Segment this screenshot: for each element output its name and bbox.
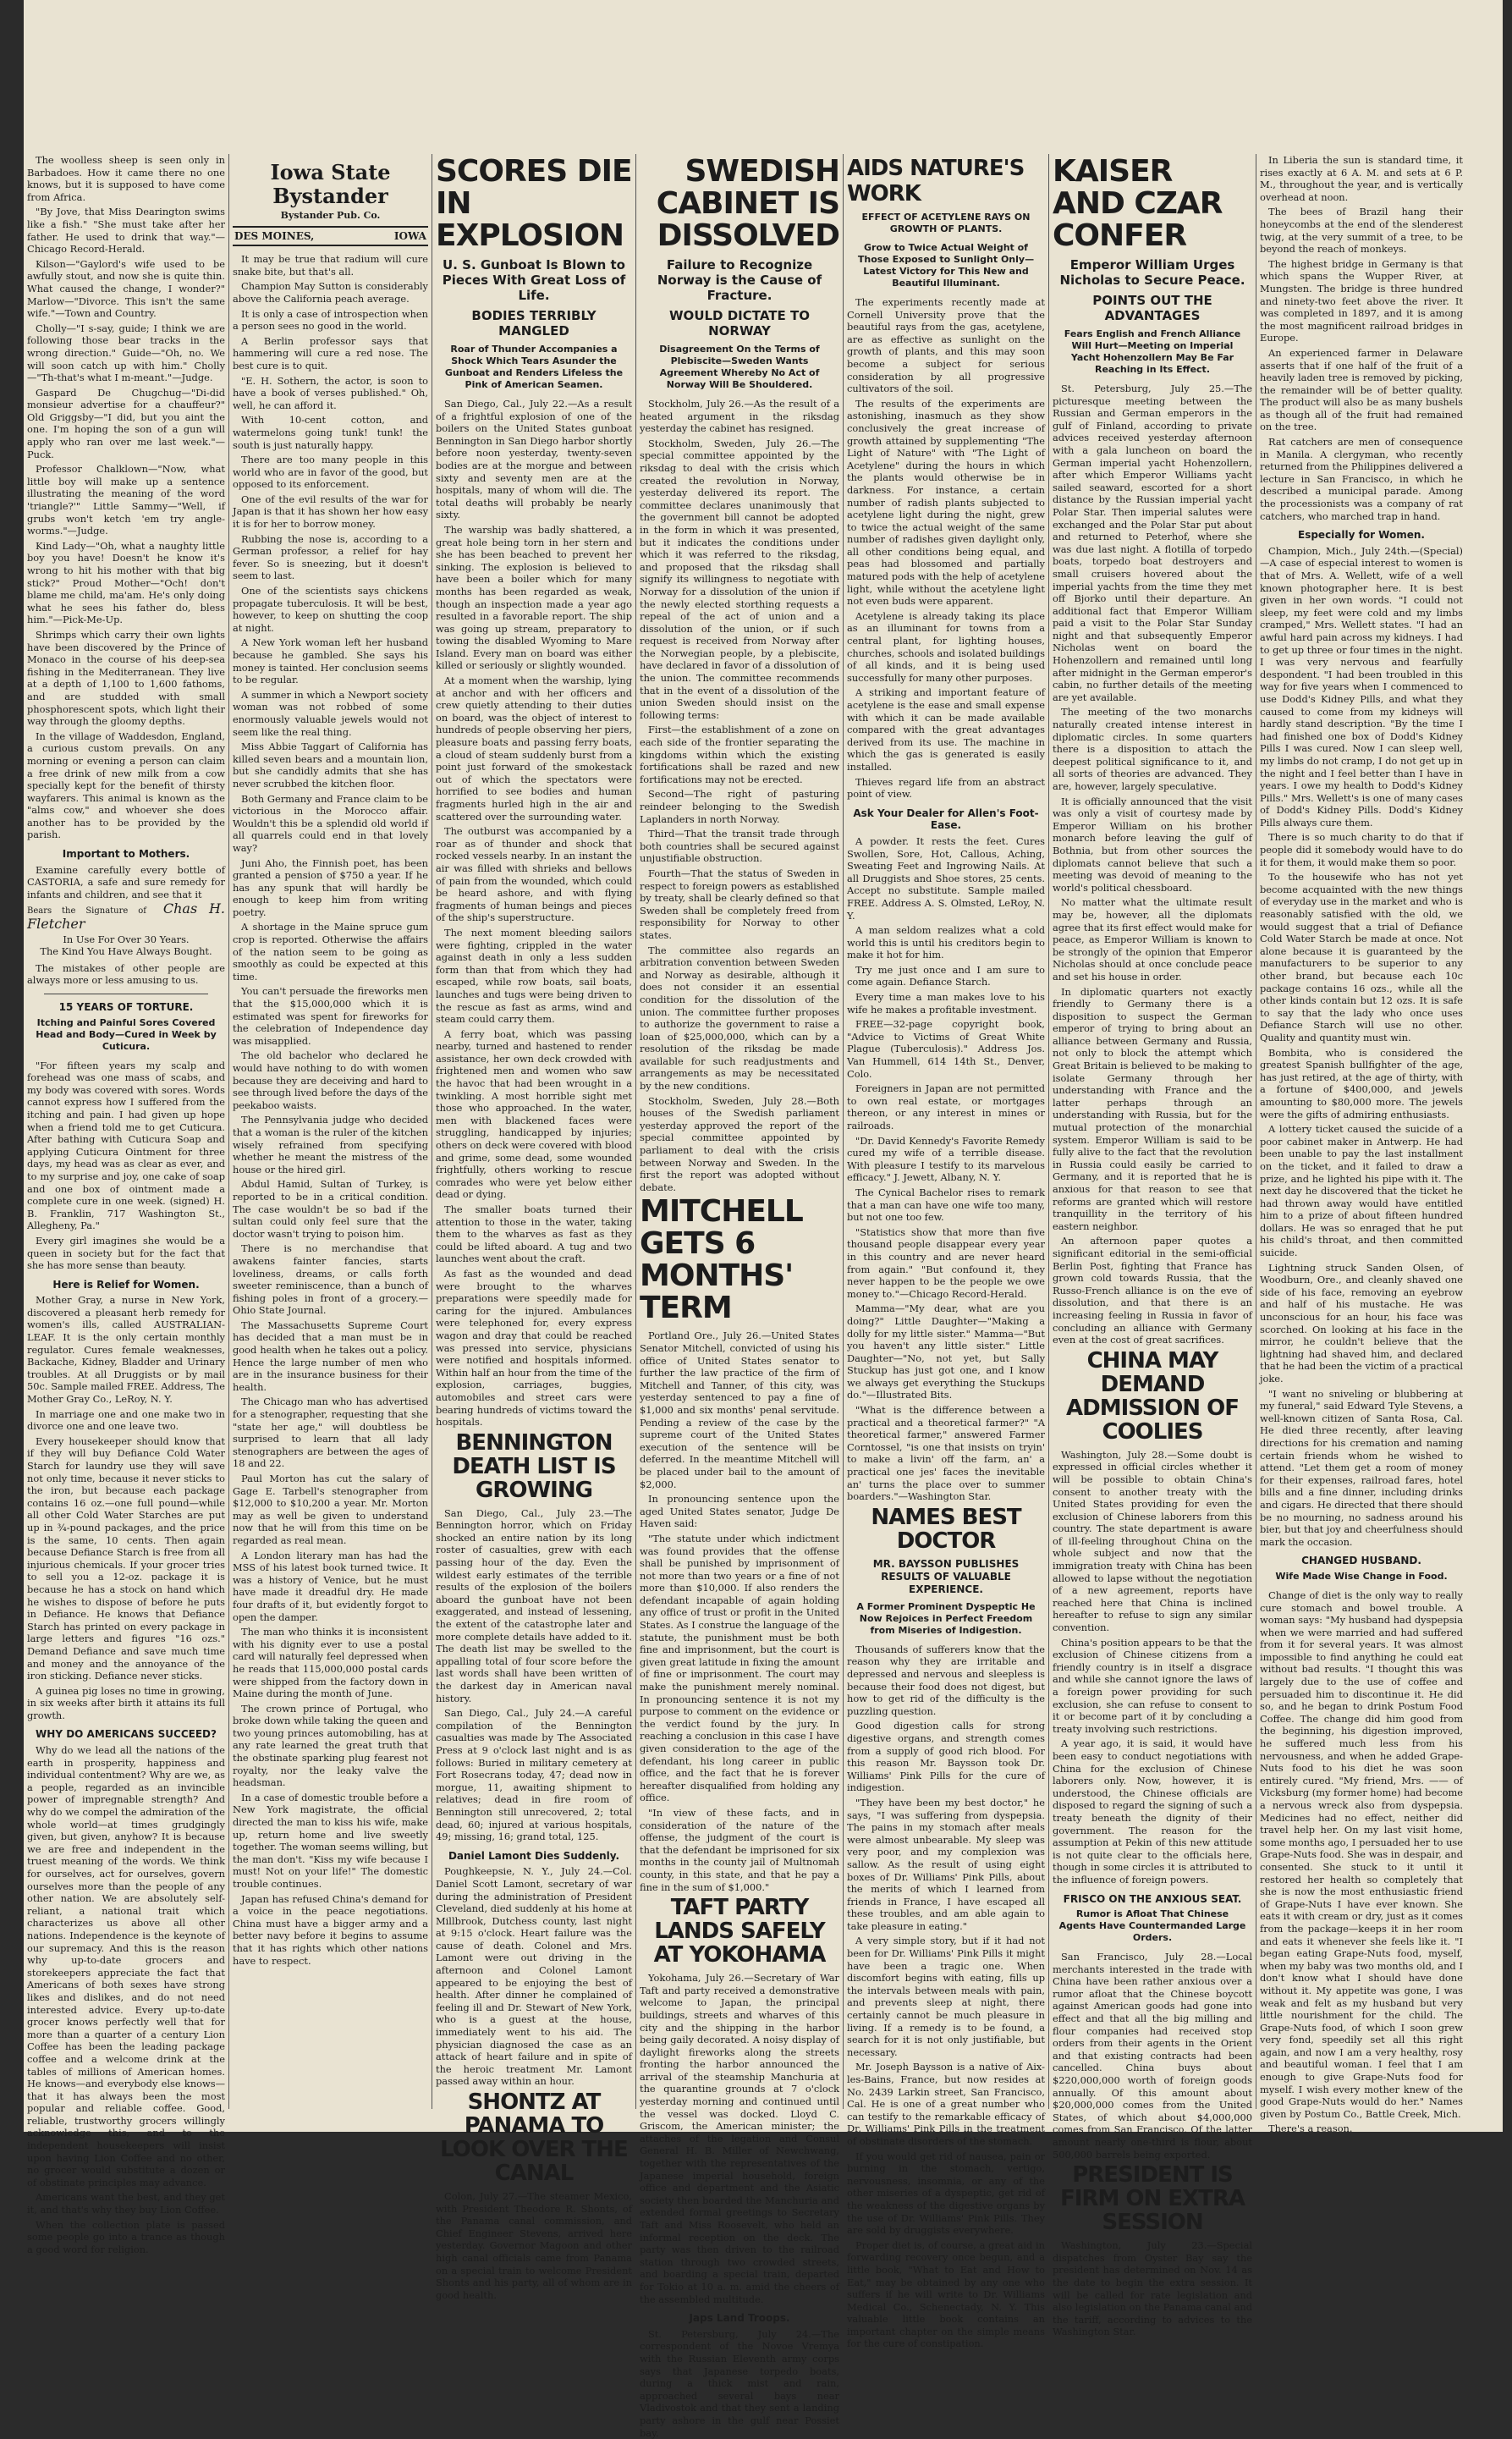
paragraph: San Diego, Cal., July 24.—A careful compilation of the Bennington casualties was made by The Associated Press at 9 o'clock last night and is as follows: Buried in military cemetery at Fort Rosecrans today, 47; dead now in morgue, 11, awaiting shipment to relatives; dead in fire room of Bennington still unrecovered, 2; total dead, 60; injured at various hospitals, 49; missing, 16; grand total, 125.	[436, 1707, 632, 1843]
headline-deck-2: Roar of Thunder Accompanies a Shock Which Tears Asunder the Gunboat and Renders Lifeless the Pink of American Seamen.	[444, 344, 624, 390]
paragraph: Examine carefully every bottle of CASTORIA, a safe and sure remedy for infants and children, and see that it	[27, 863, 225, 900]
paragraph: Every housekeeper should know that if they will buy Defiance Cold Water Starch for laundry use they will save not only time, because it never sticks to the iron, but because each package contains 16 oz.—one full pound—while all other Cold Water Starches are put up in ¾-pound packages, and the price is the same, 10 cents. Then again because Defiance Starch is free from all injurious chemicals. If your grocer tries to sell you a 12-oz. package it is because he has a stock on hand which he wishes to dispose of before he puts in Defiance. He knows that Defiance Starch has printed on every package in large letters and figures "16 ozs." Demand Defiance and save much time and money and the annoyance of the iron sticking. Defiance never sticks.	[27, 1434, 225, 1682]
paragraph: The meeting of the two monarchs naturally created intense interest in diplomatic circles. In some quarters there is a disposition to attach the deepest political significance to it, and all sorts of theories are advanced. They are, however, largely speculative.	[1053, 706, 1252, 792]
paragraph: Acetylene is already taking its place as an illuminant for towns from a central plant, for lighting houses, churches, schools and isolated buildings of all kinds, and it is being used successfully for many other purposes.	[847, 609, 1045, 684]
paragraph: Portland Ore., July 26.—United States Senator Mitchell, convicted of using his office of United States senator to further the law practice of the firm of Mitchell and Tanner, of this city, was yesterday sentenced to pay a fine of $1,000 and six months' penal servitude. Pending a review of the case by the supreme court of the United States execution of the sentence will be deferred. In the meantime Mitchell will be placed under bail to the amount of $2,000.	[640, 1330, 839, 1490]
headline: SCORES DIE IN EXPLOSION	[436, 154, 632, 253]
paragraph: At a moment when the warship, lying at anchor and with her officers and crew quietly attending to their duties on board, was the object of interest to hundreds of people observing her piers, pleasure boats and passing ferry boats, a cloud of steam suddenly burst from a point just forward of the smokestack out of which the spectators were horrified to see bodies and human fragments hurled high in the air and scattered over the surrounding water.	[436, 674, 632, 823]
paragraph: In pronouncing sentence upon the aged United States senator, Judge De Haven said:	[640, 1493, 839, 1530]
paragraph: Stockholm, Sweden, July 26.—The special committee appointed by the riksdag to deal with the crisis which created the revolution in Norway, yesterday delivered its report. The committee declares unanimously that the government bill cannot be adopted in the form in which it was presented, but it indicates the conditions under which it was referred to the riksdag, and proposed that the riksdag shall signify its willingness to negotiate with Norway for a dissolution of the union if the newly elected storthing requests a repeal of the act of union and a dissolution of the union, or if such request is received from Norway after the Norwegian people, by a plebiscite, have declared in favor of a dissolution of the union. The committee recommends that in the event of a dissolution of the union Sweden should insist on the following terms:	[640, 437, 839, 721]
paragraph: There's a reason.	[1268, 2122, 1353, 2135]
column-7	[1260, 154, 1463, 2135]
paragraph: Mother Gray, a nurse in New York, discovered a pleasant herb remedy for women's ills, called AUSTRALIAN-LEAF. It is the only certain monthly regulator. Cures female weaknesses, Backache, Kidney, Bladder and Urinary troubles. At all Druggists or by mail 50c. Sample mailed FREE. Address, The Mother Gray Co., LeRoy, N. Y.	[27, 1294, 225, 1406]
paragraph: In marriage one and one make two in divorce one and one leave two.	[27, 1407, 225, 1433]
column-2	[233, 154, 428, 2109]
headline: SHONTZ AT PANAMA TO LOOK OVER THE CANAL	[440, 2089, 628, 2186]
paragraph: Shrimps which carry their own lights have been discovered by the Prince of Monaco in the course of his deep-sea fishing in the Mediterranean. They live at a depth of 1,100 to 1,600 fathoms, and are studded with small phosphorescent spots, which light their way through the gloomy depths.	[27, 628, 225, 728]
paragraph: Americans want the best, and they get it, and that's why they buy Lion Coffee.	[27, 2191, 225, 2216]
paragraph: The woolless sheep is seen only in Barbadoes. How it came there no one knows, but it is supposed to have come from Africa.	[27, 154, 225, 203]
paragraph: In Liberia the sun is standard time, it rises exactly at 6 A. M. and sets at 6 P. M., throughout the year, and is vertically overhead at noon.	[1260, 154, 1463, 203]
paragraph: The bees of Brazil hang their honeycombs at the end of the slenderest twig, at the very summit of a tree, to be beyond the reach of monkeys.	[1260, 206, 1463, 256]
signature-line	[27, 900, 225, 933]
paragraph: Thousands of sufferers know that the reason why they are irritable and depressed and nervous and sleepless is because their food does not digest, but how to get rid of the difficulty is the puzzling question.	[847, 1643, 1045, 1717]
paragraph: Change of diet is the only way to really cure stomach and bowel trouble. A woman says: "My husband had dyspepsia when we were married and had suffered from it for several years. It was almost impossible to find anything he could eat without bad results. "I thought this was largely due to the use of coffee and persuaded him to discontinue it. He did so, and he began to drink Postum Food Coffee. The change did him good from the beginning, his digestion improved, he suffered much less from his nervousness, and when he added Grape-Nuts food to his diet he was soon entirely cured. "My friend, Mrs. —— of Vicksburg (my former home) had become a nervous wreck also from dyspepsia. Medicines had no effect, neither did travel help her. On my last visit home, some months ago, I persuaded her to use Grape-Nuts food. She was in despair, and consented. She stuck to it until it restored her health so completely that she is now the most enthusiastic friend of Grape-Nuts I have ever known. She eats it with cream or dry, just as it comes from the package—keeps it in her room and eats it whenever she feels like it. "I began eating Grape-Nuts food, myself, when my baby was two months old, and I don't know what I should have done without it. My appetite was gone, I was weak and felt as my husband but very little nourishment for the child. The Grape-Nuts food, of which I soon grew very fond, speedily set all this right again, and now I am a very healthy, rosy and beautiful woman. I feel that I am enough to give Grape-Nuts food for myself. I wish every mother knew of the good Grape-Nuts would do her." Names given by Postum Co., Battle Creek, Mich.	[1260, 1588, 1463, 2120]
headline: TAFT PARTY LANDS SAFELY AT YOKOHAMA	[653, 1895, 826, 1968]
column-rule	[635, 154, 636, 2109]
paragraph: When the collection plate is passed some people go into a trance as though a good word for religion.	[27, 2218, 225, 2255]
headline: PRESIDENT IS FIRM ON EXTRA SESSION	[1060, 2162, 1245, 2236]
article-heading: FRISCO ON THE ANXIOUS SEAT.	[1063, 1892, 1242, 1905]
headline-deck-2: Disagreement On the Terms of Plebiscite—Sweden Wants Agreement Whereby No Act of Norway Will Be Shouldered.	[659, 344, 820, 390]
paragraph: The Chicago man who has advertised for a stenographer, requesting that she "state her age," will doubtless be surprised to learn that all lady stenographers are between the ages of 18 and 22.	[233, 1396, 428, 1470]
headline: MITCHELL GETS 6 MONTHS' TERM	[640, 1194, 803, 1326]
article-heading: Ask Your Dealer for Allen's Foot-Ease.	[853, 807, 1039, 832]
masthead-state: IOWA	[393, 229, 426, 242]
column-rule	[843, 154, 844, 2109]
paragraph: Every girl imagines she would be a queen in society but for the fact that she has more sense than beauty.	[27, 1234, 225, 1272]
paragraph: San Francisco, July 28.—Local merchants interested in the trade with China have been rather anxious over a rumor afloat that the Chinese boycott against American goods had gone into effect and that all the big milling and flour companies had received stop orders from their agents in the Orient and that existing contracts had been cancelled. China buys about $220,000,000 worth of foreign goods annually. Of this amount about $20,000,000 comes from the United States, of which about $4,000,000 comes from San Francisco. Of the latter amount nearly one-third is flour, about 500,000 barrels being exported.	[1053, 1951, 1252, 2161]
paragraph: Kind Lady—"Oh, what a naughty little boy you have! Doesn't he know it's wrong to hit his mother with that big stick?" Proud Mother—"Och! don't blame me child, ma'am. He's only doing what he sees his father do, bless him."—Pick-Me-Up.	[27, 539, 225, 626]
paragraph: The Cynical Bachelor rises to remark that a man can have one wife too many, but not one too few.	[847, 1186, 1045, 1224]
paragraph: You can't persuade the fireworks men that the $15,000,000 which it is estimated was spent for fireworks for the celebration of Independence day was misapplied.	[233, 985, 428, 1047]
paragraph: Japan has refused China's demand for a voice in the peace negotiations. China must have a bigger army and a better navy before it begins to assume that it has rights which other nations have to respect.	[233, 1892, 428, 1967]
article-heading: Daniel Lamont Dies Suddenly.	[448, 1849, 620, 1862]
article-heading: WHY DO AMERICANS SUCCEED?	[36, 1728, 217, 1741]
paragraph: Rat catchers are men of consequence in Manila. A clergyman, who recently returned from the Philippines delivered a lecture in San Francisco, in which he described a municipal parade. Among the processionists was a company of rat catchers, who marched trap in hand.	[1260, 436, 1463, 522]
paragraph: A New York woman left her husband because he gambled. She says his money is tainted. Her conclusion seems to be regular.	[233, 636, 428, 686]
paragraph: Proper diet is, of course, a great aid in forwarding recovery once begun, and a little book, "What to Eat and How to Eat," may be obtained by any one who suffers if he will write to Dr. Williams Medical Co., Schenectady, N. Y. This valuable little book contains an important chapter on the simple means for the cure of constipation.	[847, 2238, 1045, 2350]
headline-deck-2: Fears English and French Alliance Will Hurt—Meeting on Imperial Yacht Hohenzollern May Be Far Reaching in Its Effect.	[1064, 328, 1241, 375]
paragraph: Fourth—That the status of Sweden in respect to foreign powers as established by treaty, shall be clearly defined so that Sweden shall be completely freed from responsibility for Norway to other states.	[640, 867, 839, 941]
article-subheading: Wife Made Wise Change in Food.	[1275, 1570, 1448, 1582]
paragraph: A powder. It rests the feet. Cures Swollen, Sore, Hot, Callous, Aching, Sweating Feet and Ingrowing Nails. At all Druggists and Shoe stores, 25 cents. Accept no substitute. Sample mailed FREE. Address A. S. Olmsted, LeRoy, N. Y.	[847, 834, 1045, 922]
paragraph: Gaspard De Chugchug—"Di-did monsieur advertise for a chauffeur?" Old Griggsby—"I did, but you aint the one. I'm hoping the son of a gun will apply who ran over me last week."—Puck.	[27, 386, 225, 460]
paragraph: First—the establishment of a zone on each side of the frontier separating the kingdoms within which the existing fortifications shall be razed and new fortifications may not be erected.	[640, 724, 839, 785]
paragraph: St. Petersburg, July 24.—The correspondent of the Novoe Vremya with the Russian Eleventh army corps says that Japanese torpedo boats, during a thick mist and rain, approached several bays near Vladivostok and that they sent a landing party ashore in the gulf near Possiet bay.	[640, 2327, 839, 2439]
paragraph: Mamma—"My dear, what are you doing?" Little Daughter—"Making a dolly for my little sister." Mamma—"But you haven't any little sister." Little Daughter—"No, not yet, but Sally Stuckup has just got one, and I know we always get everything the Stuckups do."—Illustrated Bits.	[847, 1302, 1045, 1401]
paragraph: The warship was badly shattered, a great hole being torn in her stern and she has been beached to prevent her sinking. The explosion is believed to have been a boiler which for many months has been regarded as weak, though an inspection made a year ago resulted in a favorable report. The ship was going up stream, preparatory to towing the disabled Wyoming to Mare Island. Every man on board was either killed or seriously or slightly wounded.	[436, 523, 632, 672]
paragraph: There is no merchandise that awakens fainter fancies, starts loveliness, dreams, or calls forth sweeter reminiscence, than a bunch of fishing poles in front of a grocery.—Ohio State Journal.	[233, 1242, 428, 1317]
headline-deck: Failure to Recognize Norway is the Cause of Fracture.	[657, 257, 822, 303]
paragraph: Juni Aho, the Finnish poet, has been granted a pension of $750 a year. If he has any spunk that will hardly be enough to keep him from writing poetry.	[233, 856, 428, 918]
paragraph: A lottery ticket caused the suicide of a poor cabinet maker in Antwerp. He had been unable to pay the last installment on the ticket, and it failed to draw a prize, and he lighted his pipe with it. The next day he discovered that the ticket he had thrown away would have entitled him to a prize of about fifteen hundred dollars. He was so enraged that he put his child's throat, and then committed suicide.	[1260, 1123, 1463, 1259]
paragraph: An afternoon paper quotes a significant editorial in the semi-official Berlin Post, fighting that France has grown cold towards Russia, that the Russo-French alliance is on the eve of dissolution, and that there is an increasing feeling in Russia in favor of concluding an alliance with Germany even at the cost of great sacrifices.	[1053, 1235, 1252, 1346]
paragraph: San Diego, Cal., July 23.—The Bennington horror, which on Friday shocked an entire nation by its long roster of casualties, grew with each passing hour of the day. Even the wildest early estimates of the terrible results of the explosion of the boilers aboard the gunboat have not been exaggerated, and instead of lessening, the extent of the catastrophe later and more complete details have added to it. The death list may be swelled to the appalling total of four score before the last words shall have been written of the darkest day in American naval history.	[436, 1506, 632, 1704]
paragraph: It is officially announced that the visit was only a visit of courtesy made by Emperor William on his brother monarch before leaving the gulf of Bothnia, but from other sources the diplomats cannot believe that such a meeting was devoid of meaning to the world's political chessboard.	[1053, 795, 1252, 894]
headline-deck: A Former Prominent Dyspeptic He Now Rejoices in Perfect Freedom from Miseries of Indigestion.	[856, 1600, 1036, 1636]
paragraph: Abdul Hamid, Sultan of Turkey, is reported to be in a critical condition. The case wouldn't be so bad if the sultan could only feel sure that the doctor wasn't trying to poison him.	[233, 1178, 428, 1240]
paragraph: Washington, July 23.—Special dispatches from Oyster Bay say the president has determined on Nov. 14 as the date to begin the extra session. It will be called for rate legislation and also legislation on the Panama canal and the tariff, according to advices to the Washington Star.	[1053, 2239, 1252, 2338]
paragraph: "In view of these facts, and in consideration of the nature of the offense, the judgment of the court is that the defendant be imprisoned for six months in the county jail of Multnomah county, in this state, and that he pay a fine in the sum of $1,000."	[640, 1806, 839, 1893]
paragraph: To the housewife who has not yet become acquainted with the new things of everyday use in the market and who is reasonably satisfied with the old, we would suggest that a trial of Defiance Cold Water Starch be made at once. Not alone because it is guaranteed by the manufacturers to be superior to any other brand, but because each 10c package contains 16 ozs., while all the other kinds contain but 12 ozs. It is safe to say that the lady who once uses Defiance Starch will use no other. Quality and quantity must win.	[1260, 871, 1463, 1043]
article-heading: Important to Mothers.	[62, 848, 190, 861]
article-heading: Especially for Women.	[1298, 529, 1425, 542]
column-3	[436, 154, 632, 2301]
headline: BENNINGTON DEATH LIST IS GROWING	[452, 1429, 616, 1503]
paragraph: If you would get rid of nausea, pain or burning in the stomach, vertigo, nervousness, insomnia, or any of the other miseries of a dyspeptic, get rid of the weakness of the digestive organs by the use of Dr. Williams' Pink Pills. They are sold by druggists everywhere.	[847, 2150, 1045, 2237]
article-heading: CHANGED HUSBAND.	[1301, 1555, 1421, 1567]
paragraph: Washington, July 28.—Some doubt is expressed in official circles whether it will be possible to obtain China's consent to another treaty with the United States providing for even the exclusion of Chinese laborers from this country. The state department is aware of ill-feeling throughout China on the whole subject and now that the immigration treaty with China has been allowed to lapse without the negotiation of a new agreement, reports have reached here that China is inclined hereafter to refuse to sign any similar convention.	[1053, 1448, 1252, 1634]
paragraph: The crown prince of Portugal, who broke down while taking the queen and two young princes automobiling, has at any rate learned the great truth that the obstinate sparking plug fearest not royalty, nor the leaky valve the headsman.	[233, 1702, 428, 1789]
headline-deck-2: Grow to Twice Actual Weight of Those Exposed to Sunlight Only—Latest Victory for This New and Beautiful Illuminant.	[857, 242, 1035, 289]
paragraph: It may be true that radium will cure snake bite, but that's all.	[233, 253, 428, 278]
paragraph: A summer in which a Newport society woman was not robbed of some enormously valuable jewels would not seem like the real thing.	[233, 688, 428, 738]
paragraph: A man seldom realizes what a cold world this is until his creditors begin to make it hot for him.	[847, 924, 1045, 961]
column-rule	[228, 154, 229, 2109]
newspaper-page	[24, 0, 1503, 2439]
paragraph: The experiments recently made at Cornell University prove that the beautiful rays from the gas, acetylene, are as effective as sunlight on the growth of plants, and this may soon become a subject for serious consideration by all progressive cultivators of the soil.	[847, 296, 1045, 395]
paragraph: Lightning struck Sanden Olsen, of Woodburn, Ore., and cleanly shaved one side of his face, removing an eyebrow and half of his mustache. He was unconscious for an hour, his face was scorched. On looking at his face in the mirror, he couldn't believe that the lightning had shaved him, and declared that he had been the victim of a practical joke.	[1260, 1261, 1463, 1385]
paragraph: Try me just once and I am sure to come again. Defiance Starch.	[847, 963, 1045, 988]
paragraph: The smaller boats turned their attention to those in the water, taking them to the wharves as fast as they could be lifted aboard. A tug and two launches went about the craft.	[436, 1203, 632, 1265]
paragraph: Foreigners in Japan are not permitted to own real estate, or mortgages thereon, or any interest in mines or railroads.	[847, 1082, 1045, 1131]
ad-line: The Kind You Have Always Bought.	[40, 945, 212, 958]
paragraph: Colon, July 27.—The steamer Mexico, with President Theodore R. Shonts, of the Panama canal commission, and Chief Engineer Stevens, arrived here yesterday. Governor Magoon and other high canal officials came from Panama on a special train to welcome President Shonts and his party, all of whom are in good health.	[436, 2190, 632, 2301]
paragraph: "By Jove, that Miss Dearington swims like a fish." "She must take after her father. He used to drink that way."—Chicago Record-Herald.	[27, 206, 225, 256]
paragraph: Paul Morton has cut the salary of Gage E. Tarbell's stenographer from $12,000 to $10,200 a year. Mr. Morton may as well be given to understand now that he will from this time on be regarded as real mean.	[233, 1473, 428, 1546]
paragraph: The Pennsylvania judge who decided that a woman is the ruler of the kitchen wisely refrained from specifying whether he meant the mistress of the house or the hired girl.	[233, 1114, 428, 1175]
headline-deck: U. S. Gunboat Is Blown to Pieces With Great Loss of Life.	[442, 257, 626, 303]
paragraph: An experienced farmer in Delaware asserts that if one half of the fruit of a heavily laden tree is removed by picking, the remainder will be of better quality. The product will also be as many bushels as though all of the fruit had remained on the tree.	[1260, 346, 1463, 433]
paragraph: China's position appears to be that the exclusion of Chinese citizens from a friendly country is in itself a disgrace and while she cannot ignore the laws of a foreign power providing for such exclusion, she can refuse to consent to it or become part of it by concluding a treaty involving such restrictions.	[1053, 1636, 1252, 1735]
column-4	[640, 154, 839, 2439]
paragraph: A year ago, it is said, it would have been easy to conduct negotiations with China for the exclusion of Chinese laborers only. Now, however, it is understood, the Chinese officials are disposed to regard the signing of such a treaty beneath the dignity of their government. The reason for the assumption at Pekin of this new attitude is not quite clear to the officials here, though in some circles it is attributed to the influence of foreign powers.	[1053, 1737, 1252, 1886]
paragraph: Yokohama, July 26.—Secretary of War Taft and party received a demonstrative welcome to Japan, the principal buildings, streets and wharves of this city and the shipping in the harbor being gaily decorated. A noisy display of daylight fireworks along the streets fronting the harbor announced the arrival of the steamship Manchuria at the quarantine grounds at 7 o'clock yesterday morning and continued until the vessel was docked. Lloyd C. Griscom, the American minister; the attaches of the legation and Consul General H. B. Miller of Newchwang, together with the representatives of the Japanese imperial household, foreign office and department and the Asiatic society then boarded the Manchuria and extended formal greetings to Secretary Taft and Miss Roosevelt, who held an informal reception on the deck. The party was then driven to the railroad station through two crowded streets, and boarding a special train, departed for Tokio at 10 a. m. amid the cheers of the assembled multitude.	[640, 1972, 839, 2305]
paragraph: Champion May Sutton is considerably above the California peach average.	[233, 280, 428, 305]
bears-signature-label: Bears the Signature of	[27, 906, 146, 917]
paragraph: Thieves regard life from an abstract point of view.	[847, 775, 1045, 801]
paragraph: Third—That the transit trade through both countries shall be secured against unjustifiable obstruction.	[640, 828, 839, 865]
masthead-title: Iowa State Bystander	[270, 160, 391, 208]
paragraph: A Berlin professor says that hammering will cure a red nose. The best cure is to quit.	[233, 334, 428, 372]
masthead-dateline	[233, 226, 428, 247]
paragraph: "They have been my best doctor," he says, "I was suffering from dyspepsia. The pains in my stomach after meals were almost unbearable. My sleep was very poor, and my complexion was sallow. As the result of using eight boxes of Dr. Williams' Pink Pills, about the merits of which I learned from friends in France, I have escaped all these troubles, and am able again to take pleasure in eating."	[847, 1796, 1045, 1932]
paragraph: Both Germany and France claim to be victorious in the Morocco affair. Wouldn't this be a splendid old world if all quarrels could end in that lovely way?	[233, 792, 428, 854]
column-rule	[1048, 154, 1049, 2109]
paragraph: Second—The right of pasturing reindeer belonging to the Swedish Laplanders in north Norway.	[640, 788, 839, 825]
paragraph: Cholly—"I s-say, guide; I think we are following those bear tracks in the wrong direction." Guide—"Oh, no. We will soon catch up with him." Cholly—"Th-that's what I m-meant."—Judge.	[27, 322, 225, 384]
paragraph: Kilson—"Gaylord's wife used to be awfully stout, and now she is quite thin. What caused the change, I wonder?" Marlow—"Divorce. This isn't the same wife."—Town and Country.	[27, 257, 225, 320]
paragraph: The mistakes of other people are always more or less amusing to us.	[27, 961, 225, 987]
paragraph: The Massachusetts Supreme Court has decided that a man must be in good health when he takes out a policy. Hence the large number of men who are in the insurance business for their health.	[233, 1319, 428, 1393]
headline: AIDS NATURE'S WORK	[847, 156, 1025, 206]
paragraph: A shortage in the Maine spruce gum crop is reported. Otherwise the affairs of the nation seem to be going as smoothly as could be expected at this time.	[233, 921, 428, 983]
paragraph: "For fifteen years my scalp and forehead was one mass of scabs, and my body was covered with sores. Words cannot express how I suffered from the itching and pain. I had given up hope when a friend told me to get Cuticura. After bathing with Cuticura Soap and applying Cuticura Ointment for three days, my head was as clear as ever, and to my surprise and joy, one cake of soap and one box of ointment made a complete cure in one week. (signed) H. B. Franklin, 717 Washington St., Allegheny, Pa."	[27, 1059, 225, 1232]
headline-subhead: MR. BAYSSON PUBLISHES RESULTS OF VALUABLE EXPERIENCE.	[872, 1557, 1020, 1595]
paragraph: One of the evil results of the war for Japan is that it has shown her how easy it is for her to borrow money.	[233, 493, 428, 531]
paragraph: With 10-cent cotton, and watermelons going tunk! tunk! the south is just naturally happy.	[233, 414, 428, 451]
paragraph: The next moment bleeding sailors were fighting, crippled in the water against death in only a less sudden form than that from which they had escaped, while row boats, sail boats, launches and tugs were being driven to the rescue as fast as arms, wind and steam could carry them.	[436, 926, 632, 1026]
paragraph: Rubbing the nose is, according to a German professor, a relief for hay fever. So is sneezing, but it doesn't seem to last.	[233, 532, 428, 582]
article-heading: Japs Land Troops.	[689, 2312, 790, 2325]
paragraph: The highest bridge in Germany is that which spans the Wupper River, at Mungsten. The bridge is three hundred and ninety-two feet above the river. It was completed in 1897, and it is among the most magnificent railroad bridges in Europe.	[1260, 257, 1463, 344]
paragraph: Mr. Joseph Baysson is a native of Aix-les-Bains, France, but now resides at No. 2439 Larkin street, San Francisco, Cal. He is one of a great number who can testify to the remarkable efficacy of Dr. Williams' Pink Pills in the treatment of obstinate disorders of the stomach.	[847, 2061, 1045, 2147]
paragraph: The results of the experiments are astonishing, inasmuch as they show conclusively the great increase of growth attained by supplementing "The Light of Nature" with "The Light of Acetylene" during the hours in which the plants would otherwise be in darkness. For instance, a certain number of radish plants subjected to acetylene light during the night, grew to twice the actual weight of the same number of radishes given daylight only, all other conditions being equal, and peas had blossomed and partially matured pods with the help of acetylene light, while without the acetylene light not even buds were apparent.	[847, 397, 1045, 608]
paragraph: In the village of Waddesdon, England, a curious custom prevails. On any morning or evening a person can claim a free drink of new milk from a cow specially kept for the benefit of thirsty wayfarers. This animal is known as the "alms cow," and whoever she does another has to be provided by the parish.	[27, 729, 225, 841]
article-heading: Here is Relief for Women.	[52, 1278, 200, 1291]
paragraph: There is so much charity to do that if people did it somebody would have to do it for them, it would make them so poor.	[1260, 831, 1463, 868]
paragraph: In diplomatic quarters not exactly friendly to Germany there is a disposition to suspect the German emperor of trying to bring about an alliance between Germany and Russia, not only to block the attempt which Great Britain is believed to be making to isolate Germany through her understanding with France and the latter perhaps through an understanding with Russia, but for the mutual protection of the monarchial system. Emperor William is said to be fully alive to the fact that the revolution in Russia could easily be carried to Germany, and it is reported that he is anxious for that reason to see that reforms are granted which will restore tranquillity in the territory of his eastern neighbor.	[1053, 985, 1252, 1232]
paragraph: Professor Chalklown—"Now, what little boy will make up a sentence illustrating the meaning of the word 'triangle?'" Little Sammy—"Well, if grubs won't ketch 'em try angle-worms."—Judge.	[27, 463, 225, 537]
paragraph: Bombita, who is considered the greatest Spanish bullfighter of the age, has just retired, at the age of thirty, with a fortune of $400,000, and jewels amounting to $80,000 more. The jewels were the gifts of admiring enthusiasts.	[1260, 1046, 1463, 1120]
paragraph: "Dr. David Kennedy's Favorite Remedy cured my wife of a terrible disease. With pleasure I testify to its marvelous efficacy." J. Jewett, Albany, N. Y.	[847, 1134, 1045, 1184]
column-1	[27, 154, 225, 2255]
headline: KAISER AND CZAR CONFER	[1053, 154, 1223, 253]
paragraph: One of the scientists says chickens propagate tuberculosis. It will be best, however, to keep on shutting the coop at night.	[233, 585, 428, 634]
paragraph: A ferry boat, which was passing nearby, turned and hastened to render assistance, her own deck crowded with frightened men and women who saw the havoc that had been wrought in a twinkling. A most horrible sight met those who approached. In the water, men with blackened faces were struggling, handicapped by injuries; others on deck were covered with blood and grime, some dead, some wounded frightfully, others working to rescue comrades who were yet below either dead or dying.	[436, 1027, 632, 1201]
article-subheading: Itching and Painful Sores Covered Head and Body—Cured in Week by Cuticura.	[36, 1016, 217, 1052]
paragraph: The committee also regards an arbitration convention between Sweden and Norway as desirable, although it does not consider it an essential condition for the dissolution of the union. The committee further proposes to authorize the government to raise a loan of $25,000,000, which can by a resolution of the riksdag be made available for such readjustments and arrangements as may be necessitated by the new conditions.	[640, 944, 839, 1093]
paragraph: Every time a man makes love to his wife he makes a profitable investment.	[847, 991, 1045, 1016]
paragraph: "E. H. Sothern, the actor, is soon to have a book of verses published." Oh, well, he can afford it.	[233, 374, 428, 411]
paragraph: Poughkeepsie, N. Y., July 24.—Col. Daniel Scott Lamont, secretary of war during the administration of President Cleveland, died suddenly at his home at Millbrook, Dutchess county, last night at 9:15 o'clock. Heart failure was the cause of death. Colonel and Mrs. Lamont were out driving in the afternoon and Colonel Lamont appeared to be enjoying the best of health. After dinner he complained of feeling ill and Dr. Stewart of New York, who is a guest at the house, immediately went to his aid. The physician diagnosed the case as an attack of heart failure and in spite of the heroic treatment Mr. Lamont passed away within an hour.	[436, 1865, 632, 2088]
headline: NAMES BEST DOCTOR	[871, 1504, 1021, 1554]
fletcher-signature: Chas H. Fletcher	[27, 900, 225, 933]
paragraph: The old bachelor who declared he would have nothing to do with women because they are deceiving and hard to see through lived before the days of the peekaboo waists.	[233, 1049, 428, 1111]
paragraph: A guinea pig loses no time in growing, in six weeks after birth it attains its full growth.	[27, 1684, 225, 1721]
column-6	[1053, 154, 1252, 2338]
paragraph: San Diego, Cal., July 22.—As a result of a frightful explosion of one of the boilers on the United States gunboat Bennington in San Diego harbor shortly before noon yesterday, twenty-seven bodies are at the morgue and between sixty and seventy men are at the hospitals, many of whom will die. The total deaths will probably be nearly sixty.	[436, 398, 632, 521]
column-5	[847, 154, 1045, 2350]
paragraph: "Statistics show that more than five thousand people disappear every year in this country and are never heard from again." "But confound it, they never happen to be the people we owe money to."—Chicago Record-Herald.	[847, 1225, 1045, 1300]
ad-line: In Use For Over 30 Years.	[63, 933, 190, 945]
article-heading: 15 YEARS OF TORTURE.	[58, 1001, 194, 1013]
headline-deck: EFFECT OF ACETYLENE RAYS ON GROWTH OF PLANTS.	[861, 212, 1031, 234]
paragraph: Good digestion calls for strong digestive organs, and strength comes from a supply of good rich blood. For this reason Mr. Baysson took Dr. Williams' Pink Pills for the cure of indigestion.	[847, 1720, 1045, 1794]
paragraph: There are too many people in this world who are in favor of the good, but opposed to its enforcement.	[233, 454, 428, 491]
masthead-city: DES MOINES,	[234, 229, 315, 242]
paragraph: As fast as the wounded and dead were brought to the wharves preparations were speedily made for caring for the injured. Ambulances were telephoned for, every express wagon and dray that could be reached was pressed into service, physicians were notified and hospitals informed. Within half an hour from the time of the explosion, carriages, buggies, automobiles and street cars were bearing hundreds of victims toward the hospitals.	[436, 1267, 632, 1429]
headline: CHINA MAY DEMAND ADMISSION OF COOLIES	[1066, 1347, 1239, 1445]
headline-subhead: POINTS OUT THE ADVANTAGES	[1092, 293, 1212, 323]
paragraph: The man who thinks it is inconsistent with his dignity ever to use a postal card will naturally feel depressed when he reads that 115,000,000 postal cards were shipped from the factory down in Maine during the month of June.	[233, 1626, 428, 1700]
headline: SWEDISH CABINET IS DISSOLVED	[656, 154, 839, 253]
paragraph: "I want no sniveling or blubbering at my funeral," said Edward Tyle Stevens, a well-known citizen of Santa Rosa, Cal. He died three recently, after leaving directions for his cremation and naming certain friends whom he wished to attend. "Let them get a room of money for their expenses, railroad fares, hotel bills and a fine dinner, including drinks and cigars. He directed that there should be no mourning, no sadness around his bier, but that joy and cheerfulness should mark the occasion.	[1260, 1387, 1463, 1548]
paragraph: Stockholm, Sweden, July 28.—Both houses of the Swedish parliament yesterday approved the report of the special committee appointed by parliament to deal with the crisis between Norway and Sweden. In the first the report was adopted without debate.	[640, 1094, 839, 1193]
paragraph: A very simple story, but if it had not been for Dr. Williams' Pink Pills it might have been a tragic one. When discomfort begins with eating, fills up the intervals between meals with pain, and prevents sleep at night, there certainly cannot be much pleasure in living. If a remedy is to be found, a search for it is not only justifiable, but necessary.	[847, 1935, 1045, 2058]
paragraph: Champion, Mich., July 24th.—(Special)—A case of especial interest to women is that of Mrs. A. Wellett, wife of a well known photographer here. It is best given in her own words. "I could not sleep, my feet were cold and my limbs cramped," Mrs. Wellett states. "I had an awful hard pain across my kidneys. I had to get up three or four times in the night. I was very nervous and fearfully despondent. "I had been troubled in this way for five years when I commenced to use Dodd's Kidney Pills, and what they caused to come from my kidneys will hardly stand description. "By the time I had finished one box of Dodd's Kidney Pills I was cured. Now I can sleep well, my limbs do not cramp, I do not get up in the night and I feel better than I have in years. I owe my health to Dodd's Kidney Pills." Mrs. Wellett's is one of many cases of Dodd's Kidney Pills. Dodd's Kidney Pills always cure them.	[1260, 544, 1463, 829]
paragraph: A London literary man has had the MSS of his latest book turned twice. It was a history of Venice, but he must have made it dreadful dry. He made four drafts of it, but evidently forgot to open the damper.	[233, 1549, 428, 1623]
masthead-publisher: Bystander Pub. Co.	[280, 210, 381, 221]
headline-subhead: BODIES TERRIBLY MANGLED	[471, 308, 597, 339]
paragraph: FREE—32-page copyright book, "Advice to Victims of Great White Plague (Tuberculosis)." Address Jos. Van Hummell, 614 14th St., Denver, Colo.	[847, 1018, 1045, 1080]
paragraph: The outburst was accompanied by a roar as of thunder and shock that rocked vessels nearby. In an instant the air was filled with shrieks and bellows of pain from the wounded, which could be heard ashore, and with flying fragments of human beings and pieces of the ship's superstructure.	[436, 825, 632, 924]
paragraph: Why do we lead all the nations of the earth in prosperity, happiness and individual contentment? Why are we, as a people, regarded as an invincible power of impregnable strength? And why do we compel the admiration of the whole world—at times grudgingly given, but given, anyhow? It is because we are free and independent in the truest meaning of the words. We think for ourselves, act for ourselves, govern ourselves more than the people of any other nation. We are absolutely self-reliant, a national trait which characterizes us above all other nations. Independence is the keynote of our supremacy. And this is the reason why up-to-date grocers and storekeepers appreciate the fact that Americans of both sexes have strong likes and dislikes, and do not need interested advice. Every up-to-date grocer knows perfectly well that for more than a quarter of a century Lion Coffee has been the leading package coffee and a welcome drink at the tables of millions of American homes. He knows—and everybody else knows—that it has always been the most popular and reliable coffee. Good, reliable, trustworthy grocers willingly acknowledge this, and to the independent housekeepers will insist upon having Lion Coffee and no other, no grocer would substitute a dozen or of obstinate principles may advance.	[27, 1744, 225, 2188]
paragraph: St. Petersburg, July 25.—The picturesque meeting between the Russian and German emperors in the gulf of Finland, according to private advices received yesterday afternoon with a gala luncheon on board the German imperial yacht Hohenzollern, after which Emperor Williams yacht sailed seaward, escorted for a short distance by the Russian imperial yacht Polar Star. Then imperial salutes were exchanged and the Polar Star put about and returned to Peterhof, where she was due last night. A flotilla of torpedo boats, torpedo boat destroyers and small cruisers hovered about the imperial yachts from the time they met off Bjorko until their departure. An additional fact that Emperor William paid a visit to the Polar Star Sunday night and that subsequently Emperor Nicholas went on board the Hohenzollern and remained until long after midnight in the German emperor's cabin, no further details of the meeting are yet available.	[1053, 383, 1252, 703]
paragraph: "The statute under which indictment was found provides that the offense shall be punished by imprisonment of not more than two years or a fine of not more than $10,000. If also renders the defendant incapable of again holding any office of trust or profit in the United States. As I construe the language of the statute, the punishment must be both fine and imprisonment, but the court is given great latitude in fixing the amount of fine or imprisonment. The court may make the punishment merely nominal. In pronouncing sentence it is not my purpose to comment on the evidence or the verdict found by the jury. In reaching a conclusion in this case I have given consideration to the age of the defendant, his long career in public office, and the fact that he is forever hereafter disqualified from holding any office.	[640, 1532, 839, 1804]
paragraph: A striking and important feature of acetylene is the ease and small expense with which it can be made available compared with the great advantages derived from its use. The machine in which the gas is generated is easily installed.	[847, 686, 1045, 773]
paragraph: In a case of domestic trouble before a New York magistrate, the official directed the man to kiss his wife, make up, return home and live sweetly together. The woman seems willing, but the man don't. "Kiss my wife because I must! Not on your life!" The domestic trouble continues.	[233, 1791, 428, 1890]
headline-deck: Emperor William Urges Nicholas to Secure Peace.	[1059, 257, 1245, 288]
article-subheading: Rumor is Afloat That Chinese Agents Have Countermanded Large Orders.	[1058, 1908, 1246, 1944]
paragraph: Miss Abbie Taggart of California has killed seven bears and a mountain lion, but she candidly admits that she has never scrubbed the kitchen floor.	[233, 741, 428, 790]
paragraph: Stockholm, July 26.—As the result of a heated argument in the riksdag yesterday the cabinet has resigned.	[640, 398, 839, 435]
paragraph: No matter what the ultimate result may be, however, all the diplomats agree that its first effect would make for peace, as Emperor William is known to be strongly of the opinion that Emperor Nicholas should at once conclude peace and set his house in order.	[1053, 896, 1252, 983]
paragraph: It is only a case of introspection when a person sees no good in the world.	[233, 307, 428, 333]
headline-subhead: WOULD DICTATE TO NORWAY	[669, 308, 810, 339]
paragraph: "What is the difference between a practical and a theoretical farmer?" "A theoretical farmer," answered Farmer Corntossel, "is one that insists on tryin' to make a livin' off the farm, an' a practical one jes' faces the inevitable an' turns the place over to summer boarders."—Washington Star.	[847, 1404, 1045, 1503]
